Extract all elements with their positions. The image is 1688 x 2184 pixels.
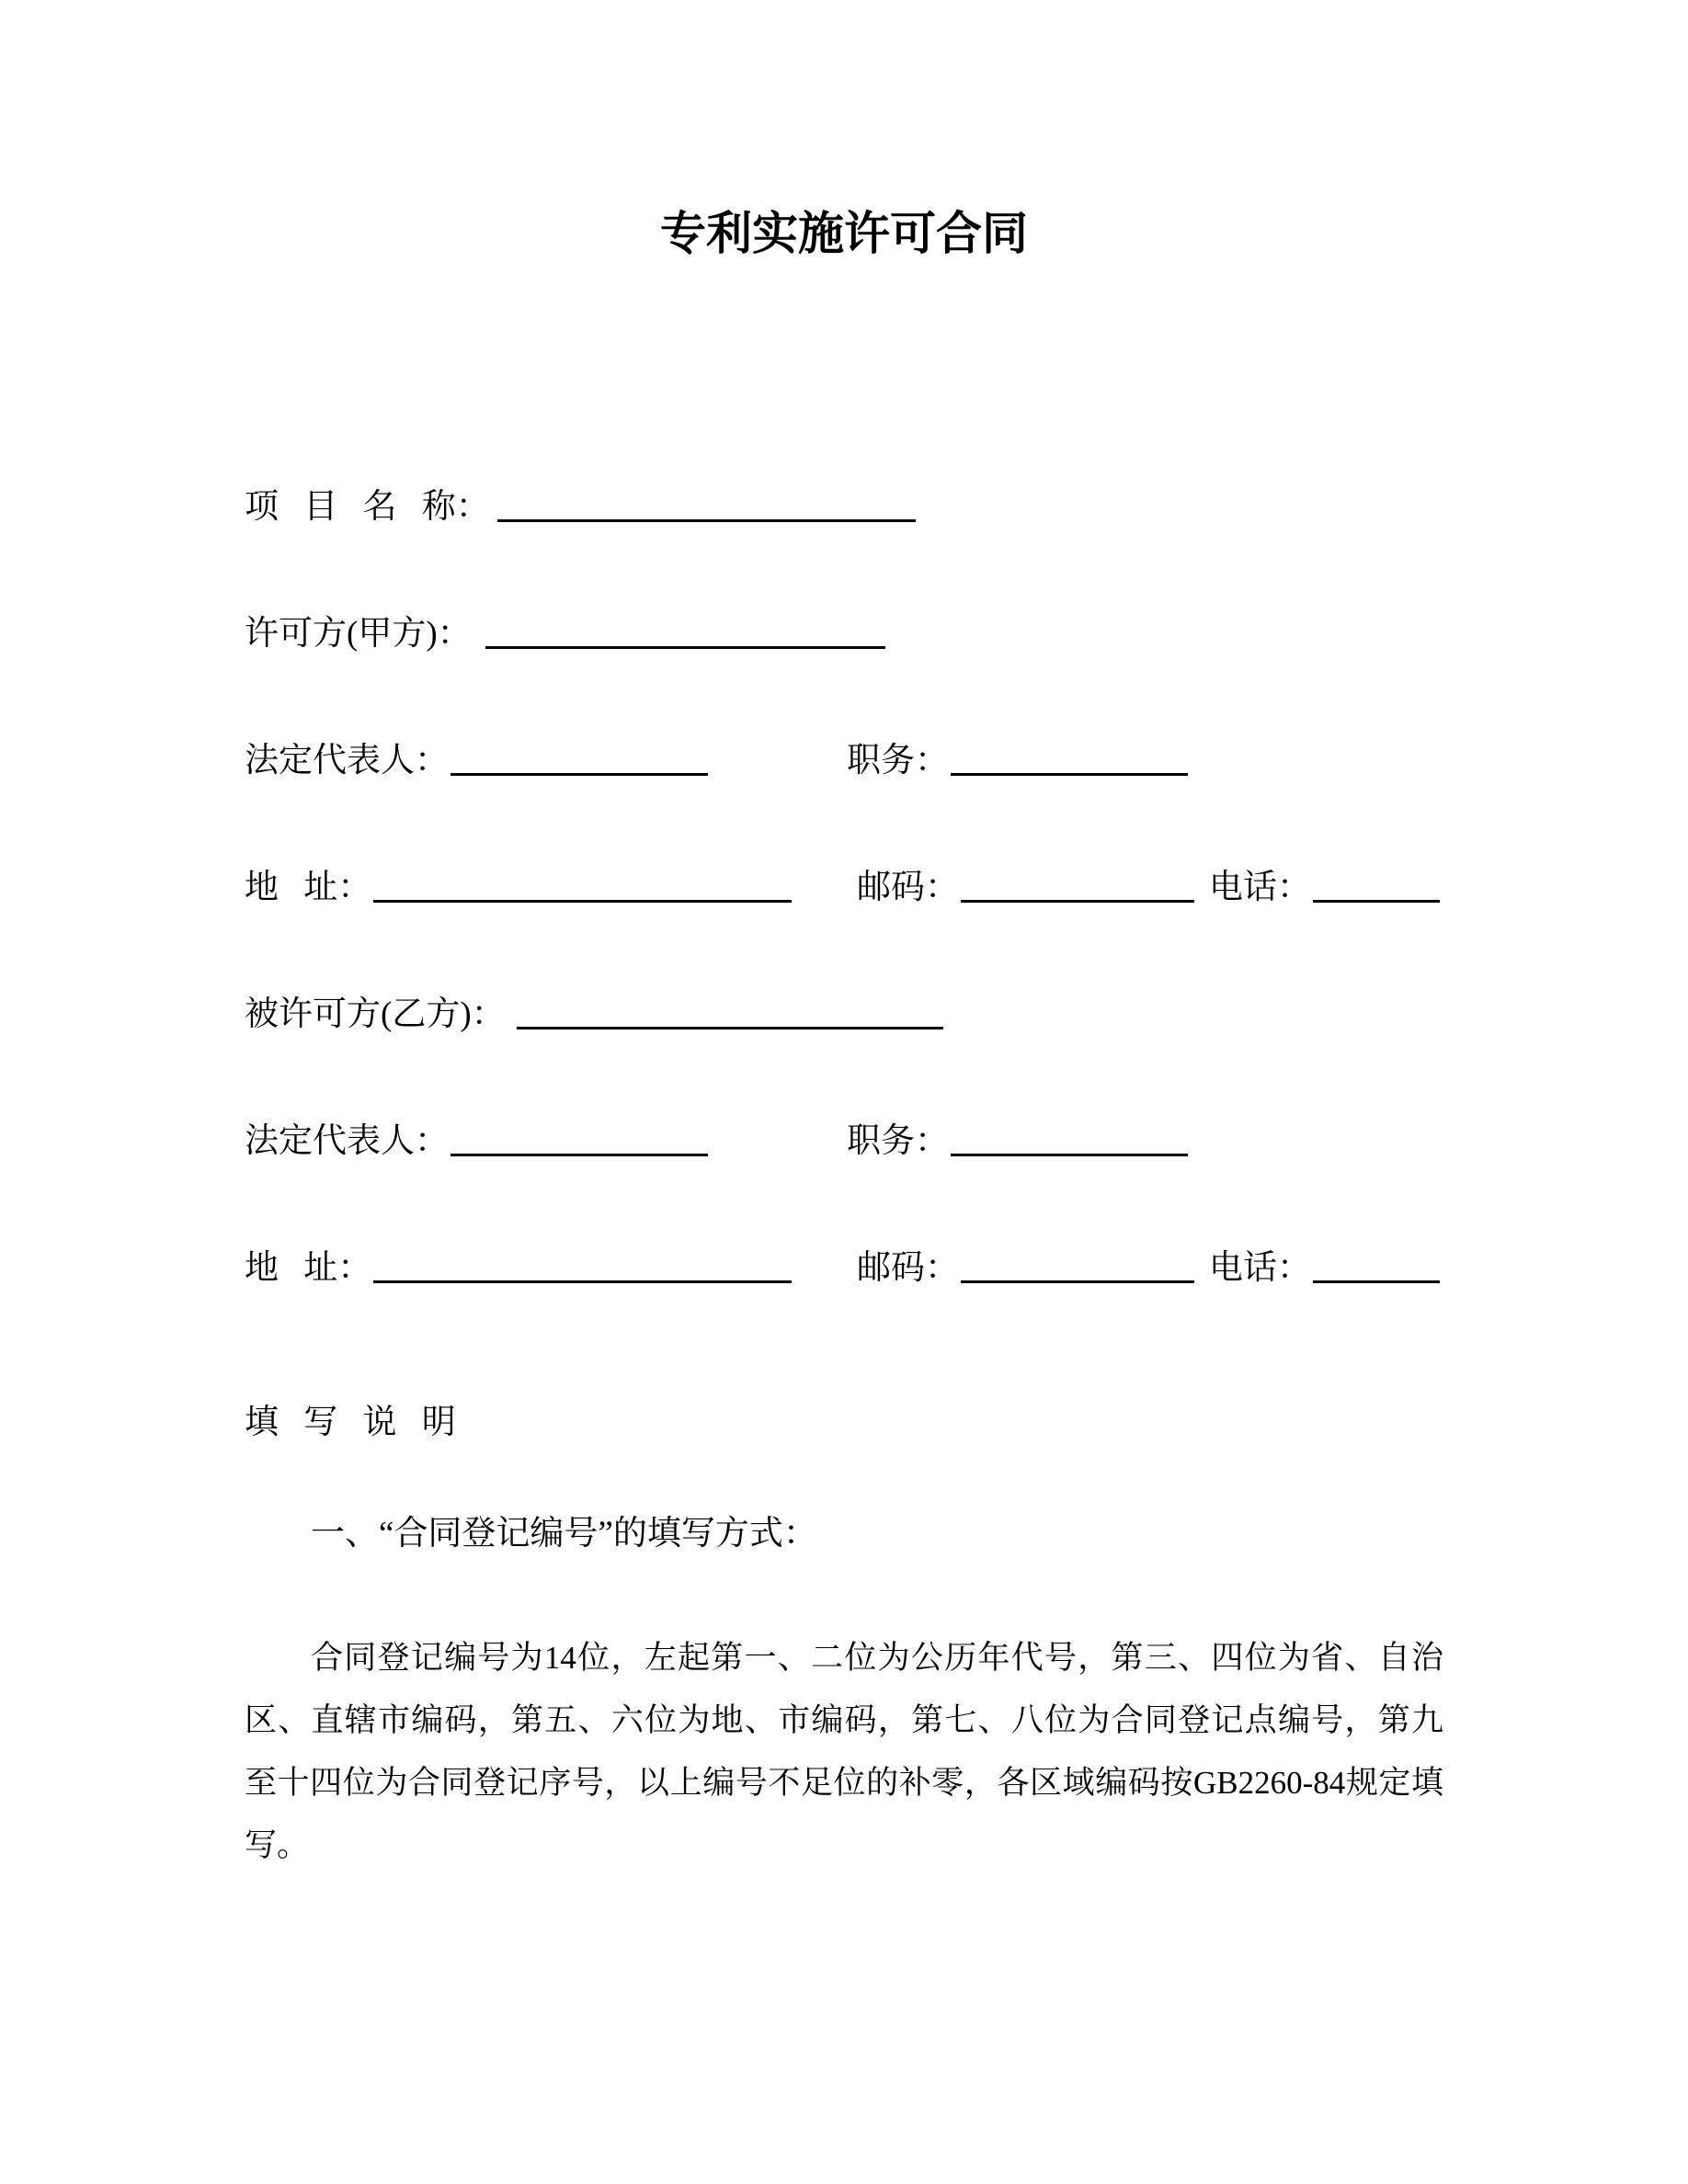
licensee-address-blank[interactable]	[373, 1253, 792, 1283]
licensor-address-label: 地 址：	[245, 869, 372, 906]
licensor-legal-rep-row	[245, 739, 1443, 783]
licensor-postcode-label: 邮码：	[857, 869, 959, 906]
instructions-section-title: 填 写 说 明	[245, 1404, 456, 1441]
licensee-legal-rep-row	[245, 1120, 1443, 1164]
licensee-position-group	[847, 1120, 1188, 1164]
licensor-legal-rep-label: 法定代表人：	[245, 742, 449, 779]
licensee-address-label: 地 址：	[245, 1249, 372, 1287]
licensee-postcode-blank[interactable]	[961, 1253, 1194, 1283]
licensor-legal-rep-blank[interactable]	[451, 745, 708, 776]
licensor-label: 许可方(甲方)：	[245, 615, 472, 653]
project-name-label: 项 目 名 称：	[245, 488, 490, 526]
licensor-postcode-blank[interactable]	[961, 872, 1194, 903]
licensor-address-blank[interactable]	[373, 872, 792, 903]
instructions-item1-heading: 一、“合同登记编号”的填写方式：	[311, 1515, 817, 1553]
licensor-address-row	[245, 866, 1443, 910]
licensor-row	[245, 612, 1443, 656]
licensor-position-label: 职务：	[847, 742, 949, 779]
project-name-row	[245, 485, 1443, 529]
licensor-blank[interactable]	[485, 619, 885, 649]
document-title: 专利实施许可合同	[660, 208, 1028, 259]
licensee-label: 被许可方(乙方)：	[245, 995, 506, 1033]
licensee-legal-rep-blank[interactable]	[451, 1126, 708, 1156]
licensor-phone-blank[interactable]	[1313, 872, 1440, 903]
licensee-position-label: 职务：	[847, 1122, 949, 1160]
licensor-phone-group	[1209, 866, 1440, 910]
licensor-position-group	[847, 739, 1188, 783]
licensee-blank[interactable]	[517, 999, 943, 1029]
licensee-row	[245, 993, 1443, 1037]
instructions-item1-body	[245, 1627, 1443, 1877]
project-name-blank[interactable]	[497, 492, 916, 522]
licensee-address-row	[245, 1246, 1443, 1291]
licensee-phone-group	[1209, 1246, 1440, 1291]
licensee-position-blank[interactable]	[951, 1126, 1188, 1156]
instructions-body-line: 区、直辖市编码，第五、六位为地、市编码，第七、八位为合同登记点编号，第九	[245, 1702, 1443, 1738]
licensor-phone-label: 电话：	[1209, 869, 1311, 906]
licensee-phone-label: 电话：	[1209, 1249, 1311, 1287]
licensee-postcode-label: 邮码：	[857, 1249, 959, 1287]
instructions-body-line: 至十四位为合同登记序号，以上编号不足位的补零，各区域编码按GB2260-84规定填	[245, 1765, 1443, 1801]
instructions-body-line: 合同登记编号为14位，左起第一、二位为公历年代号，第三、四位为省、自治	[311, 1640, 1443, 1676]
licensor-postcode-group	[857, 866, 1194, 910]
instructions-body-line: 写。	[245, 1827, 310, 1863]
licensee-legal-rep-label: 法定代表人：	[245, 1122, 449, 1160]
licensee-postcode-group	[857, 1246, 1194, 1291]
licensor-position-blank[interactable]	[951, 745, 1188, 776]
licensee-phone-blank[interactable]	[1313, 1253, 1440, 1283]
